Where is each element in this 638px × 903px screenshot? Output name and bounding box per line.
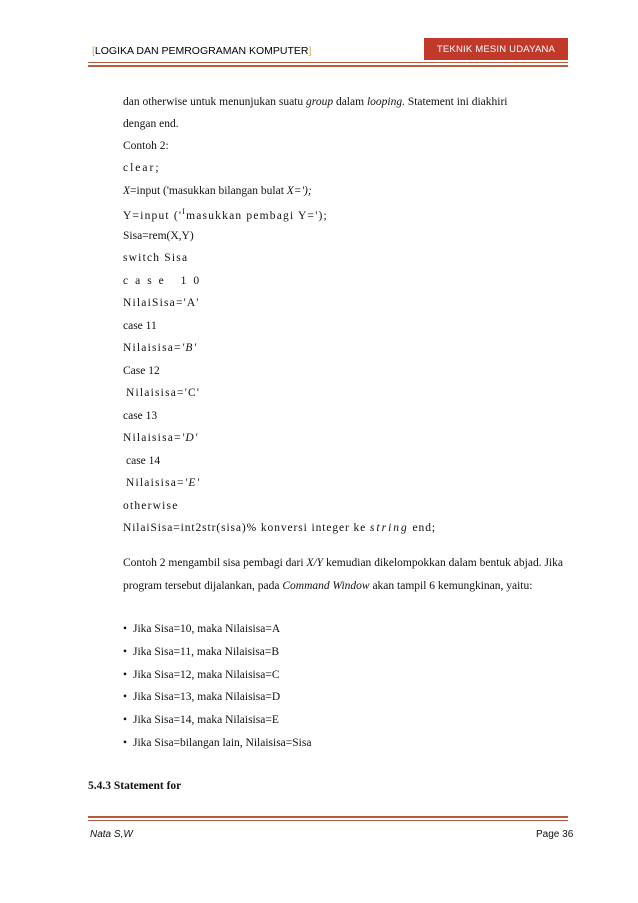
intro-text: dan otherwise untuk menunjukan suatu: [123, 96, 307, 108]
code-superscript: I: [182, 207, 187, 216]
list-item: [123, 669, 280, 681]
code-text: Y=input (': [123, 209, 183, 222]
code-italic: 'E': [184, 477, 201, 489]
code-line-14: case 14: [126, 455, 161, 467]
header-divider-thick: [88, 65, 568, 67]
footer-author: Nata S,W: [90, 829, 133, 840]
code-italic: 'B': [181, 342, 198, 354]
code-line-3: [123, 207, 328, 222]
code-line-13: [123, 432, 199, 444]
code-line-10: Case 12: [123, 365, 160, 377]
code-line-7: NilaiSisa='A': [123, 297, 200, 309]
footer-divider: [88, 820, 568, 821]
footer-divider-thick: [88, 816, 568, 818]
code-line-8: case 11: [123, 320, 157, 332]
code-line-9: [123, 342, 197, 354]
bullet-icon: •: [123, 737, 128, 749]
code-line-17: [123, 522, 436, 534]
bullet-icon: •: [123, 646, 128, 658]
code-line-4: Sisa=rem(X,Y): [123, 230, 194, 242]
code-text: end;: [408, 522, 436, 534]
list-item: [123, 714, 279, 726]
para-italic: Command Window: [282, 579, 370, 592]
para-text: kemudian dikelompokkan dalam bentuk abjad. Jika program tersebut dijalankan, pada: [123, 557, 563, 592]
code-text: NilaiSisa=int2str(sisa)% konversi integer ke: [123, 522, 370, 534]
list-item: [123, 646, 279, 658]
list-item-text: Jika Sisa=bilangan lain, Nilaisisa=Sisa: [133, 737, 312, 749]
intro-italic-group: group: [306, 96, 334, 108]
bullet-icon: •: [123, 714, 128, 726]
bracket-open: [: [92, 45, 95, 57]
code-text: Nilaisisa=: [123, 432, 182, 444]
list-item-text: Jika Sisa=14, maka Nilaisisa=E: [133, 714, 279, 726]
list-item-text: Jika Sisa=10, maka Nilaisisa=A: [133, 623, 281, 635]
intro-text: Statement ini diakhiri: [404, 96, 508, 108]
section-heading: 5.4.3 Statement for: [88, 780, 182, 792]
list-item-text: Jika Sisa=13, maka Nilaisisa=D: [133, 691, 281, 703]
code-text: masukkan pembagi Y=');: [186, 209, 328, 222]
header-title: [92, 45, 311, 57]
list-item: [123, 691, 280, 703]
code-line-1: clear;: [123, 162, 161, 174]
paragraph-2: [123, 552, 563, 597]
code-line-6: case 10: [123, 275, 207, 287]
bracket-close: ]: [308, 45, 312, 57]
list-item: [123, 623, 280, 635]
header-title-text: LOGIKA DAN PEMROGRAMAN KOMPUTER: [94, 45, 309, 57]
bullet-icon: •: [123, 669, 128, 681]
code-text: Nilaisisa=: [126, 477, 185, 489]
code-line-11: Nilaisisa='C': [126, 387, 201, 399]
header-tag: TEKNIK MESIN UDAYANA: [424, 38, 568, 60]
code-line-15: [126, 477, 200, 489]
bullet-icon: •: [123, 623, 128, 635]
intro-italic-looping: looping.: [366, 96, 405, 108]
para-text: akan tampil 6 kemungkinan, yaitu:: [369, 579, 533, 592]
para-italic: X/Y: [306, 557, 324, 569]
code-line-12: case 13: [123, 410, 158, 422]
page-number: Page 36: [536, 829, 574, 840]
code-var-x: X: [123, 185, 131, 197]
page-header: [88, 38, 568, 64]
list-item: [123, 737, 311, 749]
intro-line-1: [123, 96, 507, 108]
list-item-text: Jika Sisa=12, maka Nilaisisa=C: [133, 669, 280, 681]
example-label: Contoh 2:: [123, 140, 169, 152]
list-item-text: Jika Sisa=11, maka Nilaisisa=B: [133, 646, 280, 658]
intro-line-2: dengan end.: [123, 118, 179, 130]
intro-text: dalam: [333, 96, 367, 108]
code-line-16: otherwise: [123, 500, 179, 512]
bullet-icon: •: [123, 691, 128, 703]
header-divider: [88, 62, 568, 63]
para-text: Contoh 2 mengambil sisa pembagi dari: [123, 557, 307, 569]
code-italic-string: string: [369, 522, 409, 534]
code-text: =input ('masukkan bilangan bulat: [130, 185, 287, 197]
code-text: Nilaisisa=: [123, 342, 182, 354]
code-line-5: switch Sisa: [123, 252, 189, 264]
code-italic: X=');: [286, 185, 312, 197]
code-line-2: [123, 185, 312, 197]
code-italic: 'D': [181, 432, 199, 444]
